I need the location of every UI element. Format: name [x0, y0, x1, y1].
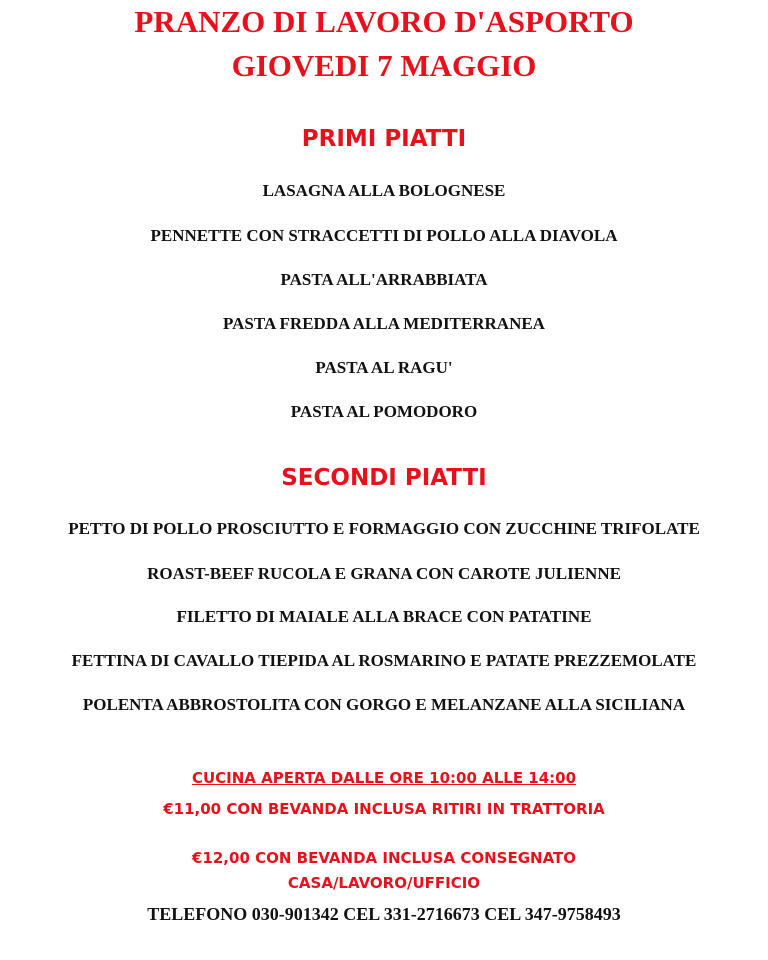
secondi-item: ROAST-BEEF RUCOLA E GRANA CON CAROTE JULIENNE [147, 564, 621, 583]
primi-item: PASTA AL RAGU' [315, 358, 453, 377]
primi-heading: PRIMI PIATTI [301, 126, 467, 152]
opening-hours: CUCINA APERTA DALLE ORE 10:00 ALLE 14:00 [191, 769, 577, 787]
page-title: PRANZO DI LAVORO D'ASPORTO [134, 4, 634, 39]
secondi-item: FILETTO DI MAIALE ALLA BRACE CON PATATINE [176, 607, 592, 626]
primi-item: PASTA FREDDA ALLA MEDITERRANEA [223, 314, 545, 333]
primi-item: PASTA ALL'ARRABBIATA [280, 270, 488, 289]
secondi-heading: SECONDI PIATTI [281, 465, 487, 491]
page-date: GIOVEDI 7 MAGGIO [231, 48, 537, 83]
price-pickup: €11,00 CON BEVANDA INCLUSA RITIRI IN TRATTORIA [163, 800, 605, 818]
secondi-item: PETTO DI POLLO PROSCIUTTO E FORMAGGIO CON ZUCCHINE TRIFOLATE [68, 519, 700, 538]
primi-item: LASAGNA ALLA BOLOGNESE [262, 181, 506, 200]
phone-numbers: TELEFONO 030-901342 CEL 331-2716673 CEL 347-9758493 [147, 904, 621, 924]
secondi-item: FETTINA DI CAVALLO TIEPIDA AL ROSMARINO E PATATE PREZZEMOLATE [71, 651, 697, 670]
delivery-destinations: CASA/LAVORO/UFFICIO [287, 874, 481, 892]
primi-item: PENNETTE CON STRACCETTI DI POLLO ALLA DIAVOLA [150, 226, 618, 245]
primi-item: PASTA AL POMODORO [290, 402, 478, 421]
secondi-item: POLENTA ABBROSTOLITA CON GORGO E MELANZANE ALLA SICILIANA [82, 695, 686, 714]
price-delivery: €12,00 CON BEVANDA INCLUSA CONSEGNATO [192, 849, 576, 867]
